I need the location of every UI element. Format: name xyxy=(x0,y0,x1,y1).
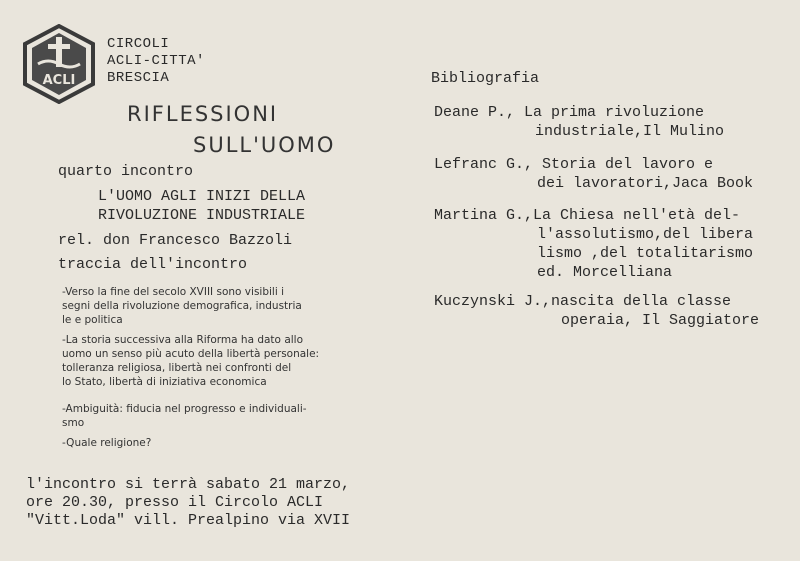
bib-line: industriale,Il Mulino xyxy=(535,123,725,140)
speaker: rel. don Francesco Bazzoli xyxy=(58,232,293,249)
outline-item xyxy=(62,402,307,430)
bibliography-entry xyxy=(434,155,753,193)
bib-line: l'assolutismo,del libera xyxy=(537,226,754,243)
organization-block xyxy=(107,36,205,87)
bib-line: Kuczynski J.,nascita della classe xyxy=(434,293,732,310)
title-line-2: SULL'UOMO xyxy=(193,133,336,157)
outline-item xyxy=(62,333,319,389)
bib-line: ed. Morcelliana xyxy=(537,264,673,281)
event-line: ore 20.30, presso il Circolo ACLI xyxy=(26,494,324,511)
event-line: l'incontro si terrà sabato 21 marzo, xyxy=(26,476,351,493)
bib-line: operaia, Il Saggiatore xyxy=(561,312,760,329)
title-line-1: RIFLESSIONI xyxy=(127,102,279,126)
bibliography-entry xyxy=(434,103,724,141)
outline-item xyxy=(62,436,151,450)
outline-item xyxy=(62,285,302,327)
org-line: CIRCOLI xyxy=(107,36,170,52)
meeting-number: quarto incontro xyxy=(58,163,194,180)
outline-heading: traccia dell'incontro xyxy=(58,256,248,273)
bib-line: Deane P., La prima rivoluzione xyxy=(434,104,705,121)
bib-line: dei lavoratori,Jaca Book xyxy=(537,175,754,192)
outline-line: le e politica xyxy=(62,314,123,326)
outline-line: segni della rivoluzione demografica, industria xyxy=(62,300,302,312)
bibliography-heading: Bibliografia xyxy=(431,70,540,87)
outline-line: -Ambiguità: fiducia nel progresso e individuali- xyxy=(62,403,307,415)
outline-line: -Verso la fine del secolo XVIII sono visibili i xyxy=(62,286,284,298)
outline-line: -Quale religione? xyxy=(62,437,152,449)
outline-line: uomo un senso più acuto della libertà personale: xyxy=(62,348,320,360)
bibliography-entry xyxy=(434,292,759,330)
org-line: ACLI-CITTA' xyxy=(107,53,205,69)
event-details xyxy=(26,476,350,530)
bibliography-entry xyxy=(434,206,753,282)
topic-line: RIVOLUZIONE INDUSTRIALE xyxy=(98,207,306,224)
outline-line: tolleranza religiosa, libertà nei confronti del xyxy=(62,362,292,374)
topic-line: L'UOMO AGLI INIZI DELLA xyxy=(98,188,306,205)
outline-line: smo xyxy=(62,417,85,429)
acli-logo-icon xyxy=(22,24,96,104)
org-line: BRESCIA xyxy=(107,70,170,86)
logo-text: ACLI xyxy=(42,73,76,88)
meeting-topic xyxy=(98,187,305,225)
bib-line: lismo ,del totalitarismo xyxy=(537,245,754,262)
outline-line: lo Stato, libertà di iniziativa economica xyxy=(62,376,267,388)
bib-line: Martina G.,La Chiesa nell'età del- xyxy=(434,207,741,224)
event-line: "Vitt.Loda" vill. Prealpino via XVII xyxy=(26,512,351,529)
bib-line: Lefranc G., Storia del lavoro e xyxy=(434,156,714,173)
outline-line: -La storia successiva alla Riforma ha dato allo xyxy=(62,334,304,346)
